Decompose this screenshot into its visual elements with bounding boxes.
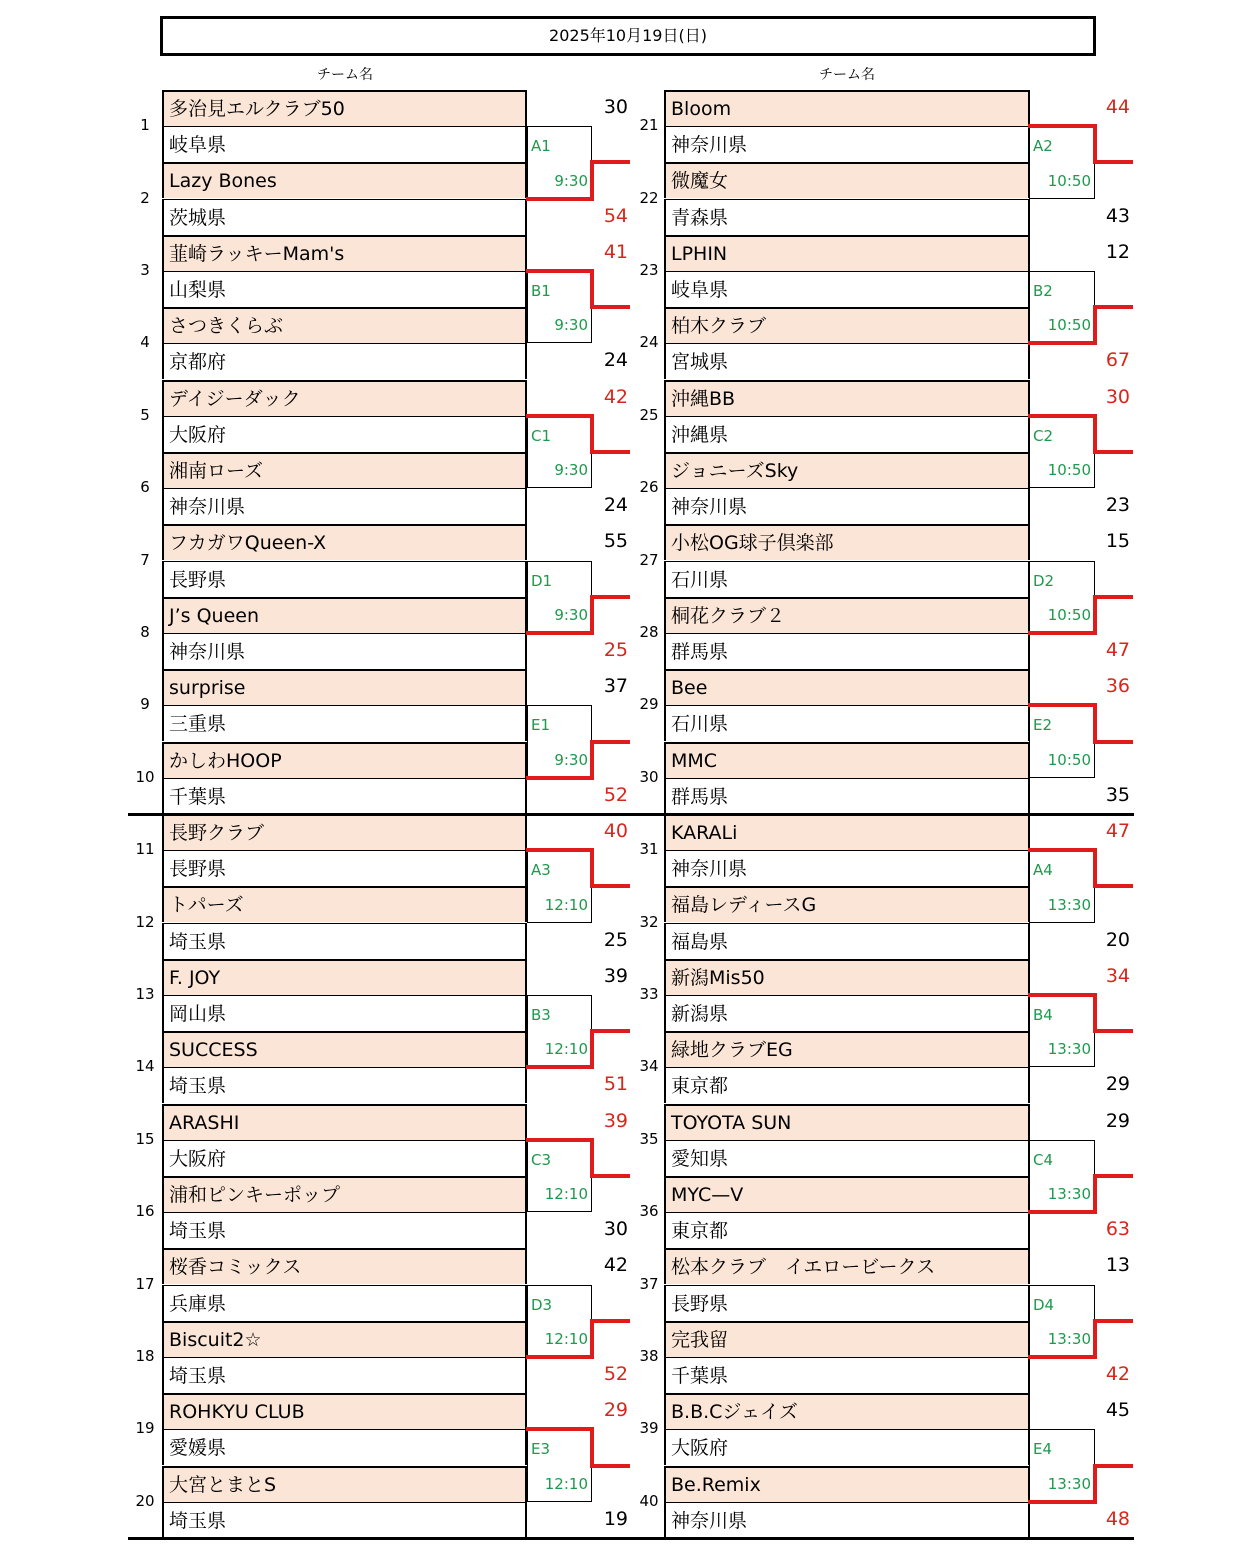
team-score: 34 [1105,964,1130,987]
game-box [1029,561,1095,633]
team-prefecture: 千葉県 [162,778,527,814]
game-box [527,271,592,343]
team-seed-number: 12 [135,912,155,931]
game-id: E2 [1033,716,1053,735]
game-box [527,1285,592,1357]
winner-line [1093,1464,1133,1468]
team-seed-number: 27 [639,550,659,569]
team-prefecture: 群馬県 [664,778,1030,814]
team-seed-number: 30 [639,767,659,786]
team-prefecture: 神奈川県 [664,488,1030,524]
team-prefecture: 神奈川県 [162,488,527,524]
team-score: 36 [1105,675,1130,698]
team-seed-number: 1 [140,116,150,135]
team-prefecture: 埼玉県 [162,1357,527,1393]
team-name: ROHKYU CLUB [162,1393,527,1429]
team-prefecture: 埼玉県 [162,923,527,959]
winner-line [1093,1029,1133,1033]
game-time: 9:30 [554,171,588,190]
team-score: 42 [1105,1363,1130,1385]
winner-line [1028,848,1095,852]
team-prefecture: 愛知県 [664,1140,1030,1176]
team-seed-number: 36 [639,1202,659,1221]
team-score: 30 [1105,385,1130,408]
team-score: 52 [603,1363,628,1385]
game-id: C4 [1033,1150,1054,1169]
team-seed-number: 26 [639,478,659,497]
game-box [1029,995,1095,1067]
winner-line [590,160,594,200]
winner-line [590,1138,594,1178]
team-score: 13 [1105,1254,1130,1277]
winner-line [526,776,592,780]
team-score: 42 [603,1254,628,1277]
winner-line [1093,124,1097,164]
team-seed-number: 2 [140,188,150,207]
team-name: ARASHI [162,1104,527,1140]
winner-line [1093,414,1097,454]
team-prefecture: 埼玉県 [162,1212,527,1248]
team-seed-number: 40 [639,1491,659,1510]
game-id: E4 [1033,1440,1053,1459]
team-prefecture: 兵庫県 [162,1285,527,1321]
team-prefecture: 埼玉県 [162,1502,527,1538]
winner-line [1093,1464,1097,1504]
winner-line [590,1029,630,1033]
game-id: C3 [531,1150,552,1169]
team-prefecture: 東京都 [664,1212,1030,1248]
team-name: トパーズ [162,886,527,922]
winner-line [590,1464,630,1468]
winner-line [1093,305,1097,345]
game-box [1029,1429,1095,1501]
game-time: 12:10 [544,1185,588,1204]
winner-line [1093,848,1097,888]
game-id: B1 [531,282,551,300]
winner-line [1028,1500,1095,1504]
game-box [527,1140,592,1212]
team-prefecture: 山梨県 [162,271,527,307]
team-score: 20 [1105,928,1130,951]
team-name: 沖縄BB [664,380,1030,416]
winner-line [1093,1174,1097,1214]
game-id: A3 [531,861,551,880]
team-seed-number: 11 [135,840,155,859]
team-score: 15 [1105,530,1130,553]
game-id: B4 [1033,1006,1053,1024]
team-prefecture: 石川県 [664,705,1030,741]
team-seed-number: 14 [135,1057,155,1076]
team-name: デイジーダック [162,380,527,416]
team-name: 新潟Mis50 [664,959,1030,995]
column-label-left: チーム名 [317,67,373,83]
team-name: 湘南ローズ [162,452,527,488]
team-name: SUCCESS [162,1031,527,1067]
team-name: 桜香コミックス [162,1248,527,1284]
winner-line [1093,450,1133,454]
team-seed-number: 24 [639,333,659,352]
team-score: 52 [603,783,628,806]
winner-line [1093,703,1097,743]
team-name: 福島レディースG [664,886,1030,922]
team-name: KARALi [664,814,1030,850]
team-score: 24 [603,494,628,517]
team-name: 微魔女 [664,162,1030,198]
game-id: E3 [531,1440,551,1459]
team-score: 37 [603,675,628,698]
winner-line [590,740,630,744]
winner-line [1093,1319,1133,1323]
winner-line [1028,1210,1095,1214]
team-score: 12 [1105,240,1130,263]
team-prefecture: 大阪府 [162,1140,527,1176]
team-seed-number: 25 [639,405,659,424]
winner-line [590,884,630,888]
team-name: B.B.Cジェイズ [664,1393,1030,1429]
team-score: 25 [603,928,628,951]
winner-line [526,631,592,635]
team-seed-number: 34 [639,1057,659,1076]
team-seed-number: 38 [639,1347,659,1365]
team-name: 緑地クラブEG [664,1031,1030,1067]
game-box [527,1429,592,1501]
winner-line [590,595,594,635]
team-score: 43 [1105,204,1130,227]
team-score: 19 [603,1507,628,1530]
team-seed-number: 22 [639,188,659,207]
team-name: 柏木クラブ [664,307,1030,343]
team-seed-number: 9 [140,695,150,714]
team-score: 25 [603,639,628,661]
team-seed-number: 20 [135,1491,155,1510]
winner-line [1028,703,1095,707]
team-prefecture: 埼玉県 [162,1067,527,1103]
game-time: 10:50 [1047,750,1091,769]
winner-line [1093,595,1133,599]
team-score: 39 [603,964,628,987]
winner-line [590,848,594,888]
winner-line [1093,884,1133,888]
winner-line [1028,1355,1095,1359]
team-seed-number: 3 [140,261,150,279]
team-prefecture: 千葉県 [664,1357,1030,1393]
team-score: 41 [603,240,628,263]
team-prefecture: 三重県 [162,705,527,741]
game-box [527,850,592,922]
team-name: Bloom [664,90,1030,126]
team-seed-number: 8 [140,623,150,641]
team-name: 多治見エルクラブ50 [162,90,527,126]
team-prefecture: 長野県 [162,561,527,597]
team-seed-number: 23 [639,261,659,279]
team-score: 63 [1105,1218,1130,1241]
game-id: E1 [531,716,551,735]
game-time: 10:50 [1047,171,1091,190]
team-prefecture: 茨城県 [162,199,527,235]
team-score: 47 [1105,639,1130,661]
team-name: MMC [664,742,1030,778]
game-id: A1 [531,137,551,156]
team-seed-number: 5 [140,405,150,424]
team-seed-number: 17 [135,1274,155,1293]
section-divider [128,1537,1134,1540]
game-id: C1 [531,426,552,445]
game-time: 10:50 [1047,316,1091,335]
team-prefecture: 岐阜県 [664,271,1030,307]
winner-line [590,160,630,164]
team-seed-number: 15 [135,1129,155,1148]
game-id: D2 [1033,571,1055,590]
team-score: 24 [603,349,628,372]
team-prefecture: 長野県 [162,850,527,886]
team-name: 松本クラブ イエロービークス [664,1248,1030,1284]
winner-line [590,1319,594,1359]
team-prefecture: 福島県 [664,923,1030,959]
team-prefecture: 神奈川県 [664,126,1030,162]
game-box [1029,1140,1095,1212]
team-seed-number: 18 [135,1347,155,1365]
team-prefecture: 群馬県 [664,633,1030,669]
team-name: 小松OG球子倶楽部 [664,524,1030,560]
team-seed-number: 29 [639,695,659,714]
team-seed-number: 32 [639,912,659,931]
game-time: 13:30 [1047,1329,1091,1348]
winner-line [1093,160,1133,164]
game-id: B3 [531,1006,551,1024]
team-seed-number: 31 [639,840,659,859]
team-score: 39 [603,1109,628,1132]
team-name: Lazy Bones [162,162,527,198]
game-time: 10:50 [1047,461,1091,480]
team-name: 浦和ピンキーポップ [162,1176,527,1212]
game-id: A2 [1033,137,1053,156]
team-name: surprise [162,669,527,705]
game-time: 9:30 [554,750,588,769]
team-prefecture: 宮城県 [664,343,1030,379]
winner-line [590,595,630,599]
winner-line [1028,993,1095,997]
team-seed-number: 6 [140,478,150,497]
game-id: B2 [1033,282,1053,300]
team-seed-number: 16 [135,1202,155,1221]
team-name: Bee [664,669,1030,705]
game-time: 9:30 [554,461,588,480]
team-name: 完我留 [664,1321,1030,1357]
winner-line [590,414,594,454]
team-seed-number: 13 [135,985,155,1003]
team-prefecture: 神奈川県 [664,850,1030,886]
game-time: 12:10 [544,1040,588,1059]
team-prefecture: 神奈川県 [162,633,527,669]
game-box [1029,271,1095,343]
team-seed-number: 39 [639,1419,659,1438]
team-score: 44 [1105,96,1130,118]
team-name: フカガワQueen-X [162,524,527,560]
winner-line [1093,993,1097,1033]
team-prefecture: 神奈川県 [664,1502,1030,1538]
winner-line [526,1427,592,1431]
section-divider [128,813,1134,816]
game-id: D1 [531,571,553,590]
game-box [527,705,592,777]
team-prefecture: 新潟県 [664,995,1030,1031]
team-score: 29 [603,1399,628,1422]
team-seed-number: 10 [135,767,155,786]
team-score: 42 [603,385,628,408]
game-box [1029,705,1095,777]
team-name: ジョニーズSky [664,452,1030,488]
winner-line [590,305,630,309]
team-name: さつきくらぶ [162,307,527,343]
game-id: D3 [531,1295,553,1314]
team-name: LPHIN [664,235,1030,271]
team-score: 67 [1105,349,1130,372]
team-name: Be.Remix [664,1466,1030,1502]
team-prefecture: 石川県 [664,561,1030,597]
game-box [1029,1285,1095,1357]
winner-line [526,848,592,852]
winner-line [526,197,592,201]
team-score: 45 [1105,1399,1130,1422]
game-time: 9:30 [554,605,588,624]
winner-line [1093,305,1133,309]
team-seed-number: 7 [140,550,150,569]
team-name: 長野クラブ [162,814,527,850]
team-score: 48 [1105,1507,1130,1530]
team-score: 51 [603,1073,628,1096]
team-seed-number: 37 [639,1274,659,1293]
team-name: J’s Queen [162,597,527,633]
team-score: 30 [603,96,628,118]
game-box [1029,416,1095,488]
column-label-right: チーム名 [819,67,875,83]
winner-line [590,1319,630,1323]
game-time: 9:30 [554,316,588,335]
team-seed-number: 21 [639,116,659,135]
winner-line [1093,1174,1133,1178]
winner-line [526,1355,592,1359]
team-prefecture: 長野県 [664,1285,1030,1321]
winner-line [590,269,594,309]
team-seed-number: 33 [639,985,659,1003]
game-box [527,126,592,198]
game-box [527,561,592,633]
game-time: 13:30 [1047,1040,1091,1059]
team-name: TOYOTA SUN [664,1104,1030,1140]
game-box [527,416,592,488]
game-time: 10:50 [1047,605,1091,624]
team-name: かしわHOOP [162,742,527,778]
winner-line [1028,124,1095,128]
game-time: 12:10 [544,895,588,914]
team-score: 35 [1105,783,1130,806]
team-score: 29 [1105,1073,1130,1096]
team-name: Biscuit2☆ [162,1321,527,1357]
winner-line [1093,595,1097,635]
team-prefecture: 大阪府 [664,1429,1030,1465]
team-prefecture: 愛媛県 [162,1429,527,1465]
game-id: D4 [1033,1295,1055,1314]
winner-line [526,1138,592,1142]
team-prefecture: 岡山県 [162,995,527,1031]
team-prefecture: 青森県 [664,199,1030,235]
winner-line [1093,1319,1097,1359]
date-header: 2025年10月19日(日) [160,16,1096,56]
team-score: 54 [603,204,628,227]
winner-line [526,1065,592,1069]
team-seed-number: 35 [639,1129,659,1148]
game-time: 13:30 [1047,1474,1091,1493]
winner-line [526,269,592,273]
team-score: 40 [603,820,628,842]
winner-line [590,1174,630,1178]
team-name: MYC—V [664,1176,1030,1212]
game-time: 12:10 [544,1329,588,1348]
game-box [1029,126,1095,198]
winner-line [590,450,630,454]
team-seed-number: 4 [140,333,150,352]
team-score: 47 [1105,820,1130,842]
game-id: C2 [1033,426,1054,445]
winner-line [1028,631,1095,635]
game-box [1029,850,1095,922]
winner-line [1028,414,1095,418]
team-name: 韮崎ラッキーMam's [162,235,527,271]
team-seed-number: 28 [639,623,659,641]
winner-line [1028,341,1095,345]
winner-line [1093,740,1133,744]
team-score: 29 [1105,1109,1130,1132]
winner-line [590,1029,594,1069]
team-score: 55 [603,530,628,553]
team-prefecture: 岐阜県 [162,126,527,162]
team-prefecture: 京都府 [162,343,527,379]
winner-line [590,740,594,780]
winner-line [526,414,592,418]
game-time: 13:30 [1047,1185,1091,1204]
team-name: F. JOY [162,959,527,995]
team-score: 23 [1105,494,1130,517]
team-prefecture: 東京都 [664,1067,1030,1103]
game-time: 12:10 [544,1474,588,1493]
team-prefecture: 大阪府 [162,416,527,452]
game-id: A4 [1033,861,1053,880]
team-name: 桐花クラブ２ [664,597,1030,633]
game-time: 13:30 [1047,895,1091,914]
team-score: 30 [603,1218,628,1241]
team-name: 大宮とまとS [162,1466,527,1502]
game-box [527,995,592,1067]
winner-line [590,1427,594,1467]
team-prefecture: 沖縄県 [664,416,1030,452]
team-seed-number: 19 [135,1419,155,1438]
